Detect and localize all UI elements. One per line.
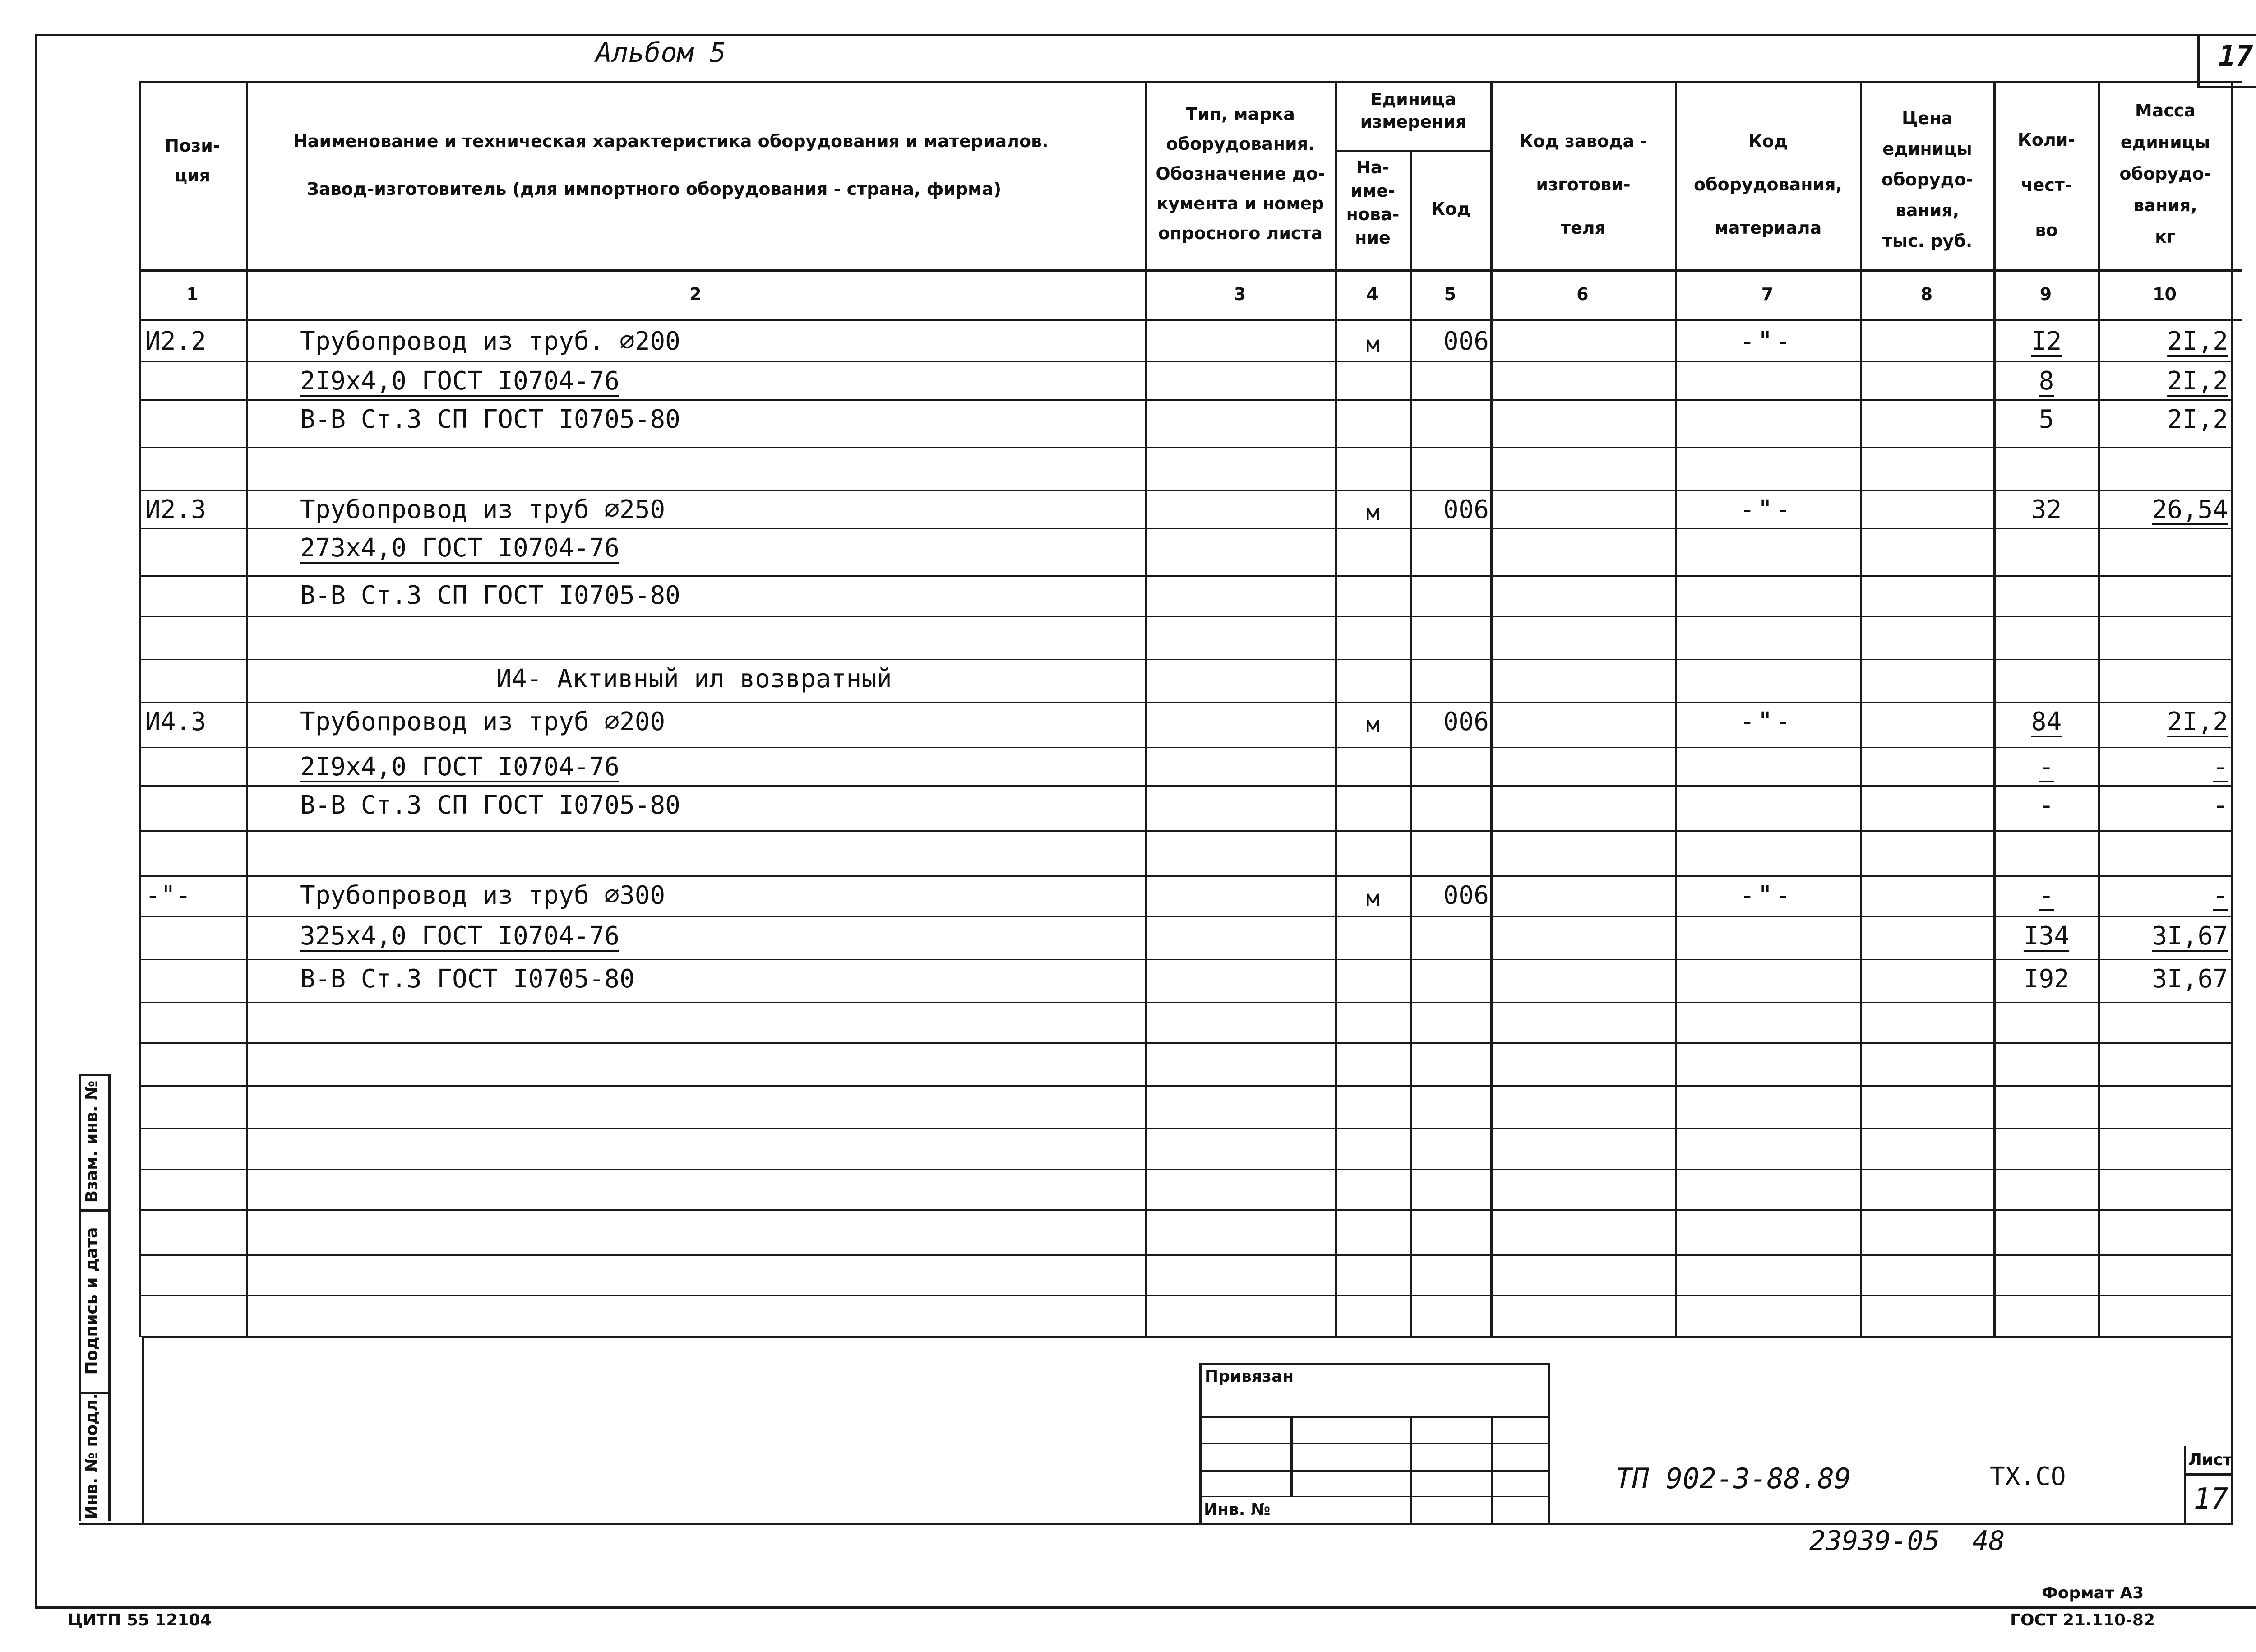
cell-mass: 3I,67 xyxy=(2152,964,2228,994)
cell-name: Трубопровод из труб ⌀250 xyxy=(300,495,666,524)
hdr-mass-5: кг xyxy=(2155,227,2176,247)
cell-qty: I34 xyxy=(2023,921,2070,951)
cell-mat: -"- xyxy=(1739,881,1794,910)
side-col-left xyxy=(79,1074,81,1521)
publisher-label: ЦИТП 55 12104 xyxy=(68,1611,212,1629)
hdr-equip-3: материала xyxy=(1714,218,1822,238)
doc-mark: ТХ.СО xyxy=(1990,1462,2066,1491)
table-top xyxy=(139,81,2242,83)
cell-qty: I2 xyxy=(2031,327,2062,356)
row-line xyxy=(139,916,2233,917)
cell-mass: - xyxy=(2213,791,2228,820)
cell-unit: м xyxy=(1366,885,1380,912)
hdr-unit-name-3: нова- xyxy=(1346,204,1400,224)
table-end xyxy=(142,1336,2231,1338)
archive-number: 23939-05 48 xyxy=(1809,1525,2005,1557)
row-line xyxy=(139,1169,2233,1170)
hdr-unit-name-1: На- xyxy=(1356,157,1390,177)
cell-mat: -"- xyxy=(1739,707,1794,736)
cell-name: И4- Активный ил возвратный xyxy=(496,664,892,694)
cell-name: Трубопровод из труб ⌀200 xyxy=(300,707,666,736)
hdr-price xyxy=(1861,103,1993,256)
cell-name: В-В Ст.3 СП ГОСТ I0705-80 xyxy=(300,405,680,434)
cell-name: 273x4,0 ГОСТ I0704-76 xyxy=(300,533,620,563)
cell-qty: 32 xyxy=(2031,495,2062,524)
cell-pos: И2.3 xyxy=(145,495,206,524)
cell-code: 006 xyxy=(1443,707,1489,736)
hdr-type-1: Тип, марка xyxy=(1186,104,1295,124)
hdr-units-1: Единица xyxy=(1370,89,1456,109)
cell-qty: I92 xyxy=(2023,964,2070,994)
col-line-10 xyxy=(2231,81,2233,1525)
stamp-v3 xyxy=(1491,1416,1493,1524)
hdr-qty-2: чест- xyxy=(2021,175,2072,195)
cell-code: 006 xyxy=(1443,881,1489,910)
cell-name: В-В Ст.3 СП ГОСТ I0705-80 xyxy=(300,791,680,820)
hdr-name xyxy=(248,125,1145,205)
hdr-price-4: вания, xyxy=(1895,200,1960,220)
colnum-2: 2 xyxy=(689,284,702,304)
row-line xyxy=(139,1254,2233,1256)
stamp-h4 xyxy=(1199,1496,1548,1497)
row-line xyxy=(139,1042,2233,1044)
units-sub-line xyxy=(1335,150,1493,152)
hdr-qty xyxy=(1995,117,2098,253)
frame-left xyxy=(35,34,37,1609)
colnum-10: 10 xyxy=(2153,284,2177,304)
side-podpis: Подпись и дата xyxy=(83,1227,101,1375)
cell-mass: 3I,67 xyxy=(2152,921,2228,951)
row-line xyxy=(139,1002,2233,1003)
hdr-name-1: Наименование и техническая характеристика оборудования и материалов. xyxy=(293,131,1049,151)
cell-unit: м xyxy=(1366,712,1380,738)
cell-qty: - xyxy=(2039,791,2054,820)
cell-code: 006 xyxy=(1443,495,1489,524)
colnum-5: 5 xyxy=(1444,284,1456,304)
cell-mass: 2I,2 xyxy=(2167,707,2228,736)
colnum-3: 3 xyxy=(1234,284,1246,304)
cell-pos: -"- xyxy=(145,881,191,910)
row-line xyxy=(139,1295,2233,1296)
hdr-mass-4: вания, xyxy=(2133,195,2197,215)
hdr-mass-1: Масса xyxy=(2135,101,2196,120)
hdr-type-4: кумента и номер xyxy=(1156,194,1324,213)
hdr-name-2: Завод-изготовитель (для импортного оборудования - страна, фирма) xyxy=(307,179,1002,199)
cell-code: 006 xyxy=(1443,327,1489,356)
hdr-price-5: тыс. руб. xyxy=(1882,231,1973,251)
hdr-qty-3: во xyxy=(2035,220,2058,240)
cell-qty: 84 xyxy=(2031,707,2062,736)
hdr-price-1: Цена xyxy=(1902,108,1953,128)
hdr-units xyxy=(1336,88,1491,133)
sheet-number: 17 xyxy=(2193,1482,2228,1516)
cell-name: 325x4,0 ГОСТ I0704-76 xyxy=(300,921,620,951)
colnum-1: 1 xyxy=(186,284,199,304)
hdr-units-2: измерения xyxy=(1360,112,1467,132)
hdr-code: Код xyxy=(1431,199,1471,219)
side-inv: Инв. № подл. xyxy=(83,1393,101,1519)
row-line xyxy=(139,959,2233,960)
hdr-factory-2: изготови- xyxy=(1536,175,1631,194)
cell-mass: - xyxy=(2213,752,2228,782)
stamp-h1 xyxy=(1199,1416,1548,1418)
cell-pos: И2.2 xyxy=(145,327,206,356)
lower-left xyxy=(142,1336,144,1525)
hdr-type-5: опросного листа xyxy=(1158,223,1323,243)
cell-qty: - xyxy=(2039,881,2054,910)
hdr-factory-1: Код завода - xyxy=(1519,131,1648,151)
hdr-mass-2: единицы xyxy=(2120,132,2210,152)
hdr-type-2: оборудования. xyxy=(1166,134,1315,154)
hdr-qty-1: Коли- xyxy=(2017,130,2076,150)
stamp-inv: Инв. № xyxy=(1204,1500,1271,1519)
sheet-label: Лист xyxy=(2188,1451,2233,1469)
hdr-equip-1: Код xyxy=(1748,131,1788,151)
cell-qty: 5 xyxy=(2039,405,2054,434)
page-number: 17 xyxy=(2218,40,2253,73)
stamp-privyazan: Привязан xyxy=(1205,1367,1294,1386)
row-line xyxy=(139,575,2233,577)
hdr-factory xyxy=(1492,120,1675,250)
cell-name: В-В Ст.3 ГОСТ I0705-80 xyxy=(300,964,635,994)
hdr-pos-2: ция xyxy=(174,166,211,185)
hdr-mass xyxy=(2099,95,2231,253)
cell-unit: м xyxy=(1366,500,1380,526)
row-line xyxy=(139,830,2233,832)
cell-mass: 26,54 xyxy=(2152,495,2228,524)
hdr-factory-3: теля xyxy=(1560,218,1606,238)
row-line xyxy=(139,659,2233,660)
cell-name: 2I9x4,0 ГОСТ I0704-76 xyxy=(300,366,620,396)
hdr-pos-1: Пози- xyxy=(165,136,220,156)
colnum-8: 8 xyxy=(1920,284,1933,304)
colnum-6: 6 xyxy=(1576,284,1589,304)
hdr-unit-name-4: ние xyxy=(1355,228,1391,248)
cell-mat: -"- xyxy=(1739,495,1794,524)
album-title: Альбом 5 xyxy=(596,37,726,69)
doc-code: ТП 902-3-88.89 xyxy=(1615,1462,1851,1495)
stamp-h2 xyxy=(1199,1443,1548,1444)
sheet-div xyxy=(2184,1473,2233,1476)
hdr-equip xyxy=(1676,120,1860,250)
row-line xyxy=(139,1209,2233,1211)
hdr-pos xyxy=(139,131,246,190)
row-line xyxy=(139,528,2233,529)
row-line xyxy=(139,785,2233,787)
colnum-bottom xyxy=(139,319,2242,321)
cell-pos: И4.3 xyxy=(145,707,206,736)
row-line xyxy=(139,490,2233,491)
row-line xyxy=(139,1085,2233,1087)
frame-bottom xyxy=(36,1606,2256,1609)
row-line xyxy=(139,747,2233,748)
row-line xyxy=(139,361,2233,362)
cell-mass: 2I,2 xyxy=(2167,366,2228,396)
format-label: Формат А3 xyxy=(2042,1584,2144,1602)
row-line xyxy=(139,399,2233,401)
cell-name: В-В Ст.3 СП ГОСТ I0705-80 xyxy=(300,581,680,610)
hdr-unit-name-2: име- xyxy=(1350,181,1396,201)
cell-name: 2I9x4,0 ГОСТ I0704-76 xyxy=(300,752,620,782)
colnum-4: 4 xyxy=(1366,284,1378,304)
row-line xyxy=(139,447,2233,448)
hdr-price-2: единицы xyxy=(1882,139,1972,159)
hdr-price-3: оборудо- xyxy=(1881,170,1974,190)
hdr-type xyxy=(1146,99,1335,248)
cell-mass: - xyxy=(2213,881,2228,910)
colnum-9: 9 xyxy=(2039,284,2052,304)
row-line xyxy=(139,1128,2233,1129)
cell-mass: 2I,2 xyxy=(2167,327,2228,356)
stamp-h3 xyxy=(1199,1470,1548,1472)
hdr-unit-name xyxy=(1336,156,1410,250)
row-line xyxy=(139,702,2233,703)
side-vzam: Взам. инв. № xyxy=(83,1080,101,1203)
side-col-right xyxy=(108,1074,111,1521)
hdr-equip-2: оборудования, xyxy=(1694,175,1842,194)
cell-name: Трубопровод из труб ⌀300 xyxy=(300,881,666,910)
hdr-mass-3: оборудо- xyxy=(2119,164,2211,184)
cell-qty: 8 xyxy=(2039,366,2054,396)
gost-label: ГОСТ 21.110-82 xyxy=(2010,1611,2155,1629)
hdr-type-3: Обозначение до- xyxy=(1156,164,1325,184)
cell-qty: - xyxy=(2039,752,2054,782)
stamp-v1 xyxy=(1290,1416,1293,1497)
cell-mat: -"- xyxy=(1739,327,1794,356)
colnum-7: 7 xyxy=(1761,284,1774,304)
cell-mass: 2I,2 xyxy=(2167,405,2228,434)
cell-name: Трубопровод из труб. ⌀200 xyxy=(300,327,680,356)
row-line xyxy=(139,875,2233,877)
cell-unit: м xyxy=(1366,331,1380,357)
stamp-v2 xyxy=(1410,1416,1412,1524)
row-line xyxy=(139,616,2233,617)
frame-top xyxy=(36,34,2256,36)
